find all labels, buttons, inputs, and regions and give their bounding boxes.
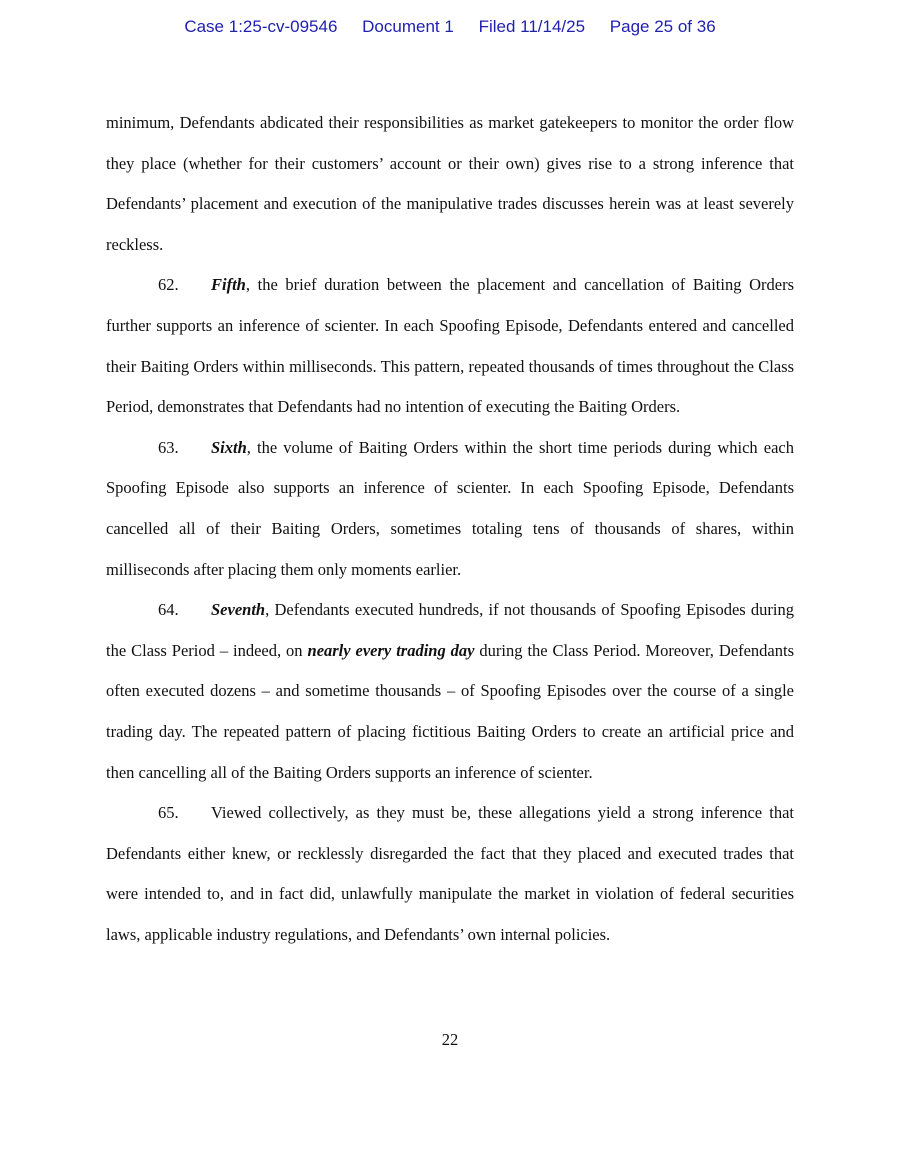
paragraph-number: 63. <box>158 437 179 457</box>
paragraph-continuation: minimum, Defendants abdicated their responsibilities as market gatekeepers to monitor the order flow they place (whether for their customers’ account or their own) gives rise to a strong inference that Defendants’ placement and execution of the manipulative trades discusses herein was at least severely reckless. <box>106 113 794 254</box>
paragraph-lead: Fifth <box>211 275 246 295</box>
paragraph-65 <box>106 793 794 955</box>
case-number: Case 1:25-cv-09546 <box>184 17 338 36</box>
paragraph-text: Viewed collectively, as they must be, these allegations yield a strong inference that Defendants either knew, or recklessly disregarded the fact that they placed and executed trades that were intended to, and in fact did, unlawfully manipulate the market in violation of federal securities laws, applicable industry regulations, and Defendants’ own internal policies. <box>106 803 794 944</box>
paragraph-number: 62. <box>158 275 179 295</box>
paragraph-text: , the volume of Baiting Orders within the short time periods during which each Spoofing Episode also supports an inference of scienter. In each Spoofing Episode, Defendants cancelled all of their Baiting Orders, sometimes totaling tens of thousands of shares, within milliseconds after placing them only moments earlier. <box>106 437 794 579</box>
filed-date: Filed 11/14/25 <box>478 17 586 36</box>
paragraph-number: 64. <box>158 600 179 620</box>
paragraph-lead: Seventh <box>211 600 266 620</box>
paragraph-number: 65. <box>158 803 179 823</box>
page-indicator: Page 25 of 36 <box>609 17 716 36</box>
document-body <box>106 103 794 955</box>
paragraph-text: during the Class Period. Moreover, Defendants often executed dozens – and sometime thousands – of Spoofing Episodes over the course of a single trading day. The repeated pattern of placing fictitious Baiting Orders to create an artificial price and then cancelling all of the Baiting Orders supports an inference of scienter. <box>106 640 794 782</box>
filing-header <box>0 16 900 38</box>
paragraph-text: , Defendants executed hundreds, if not thousands of Spoofing Episodes during the Class Period – indeed, on <box>106 600 794 660</box>
paragraph-text: , the brief duration between the placement and cancellation of Baiting Orders further supports an inference of scienter. In each Spoofing Episode, Defendants entered and cancelled their Baiting Orders within milliseconds. This pattern, repeated thousands of times throughout the Class Period, demonstrates that Defendants had no intention of executing the Baiting Orders. <box>106 275 794 417</box>
paragraph-emphasis: nearly every trading day <box>307 640 475 660</box>
paragraph-lead: Sixth <box>211 437 247 457</box>
document-number: Document 1 <box>362 17 454 36</box>
paragraph-64 <box>106 590 794 793</box>
paragraph-62 <box>106 265 794 427</box>
page-number: 22 <box>441 1030 459 1049</box>
paragraph-63 <box>106 428 794 590</box>
